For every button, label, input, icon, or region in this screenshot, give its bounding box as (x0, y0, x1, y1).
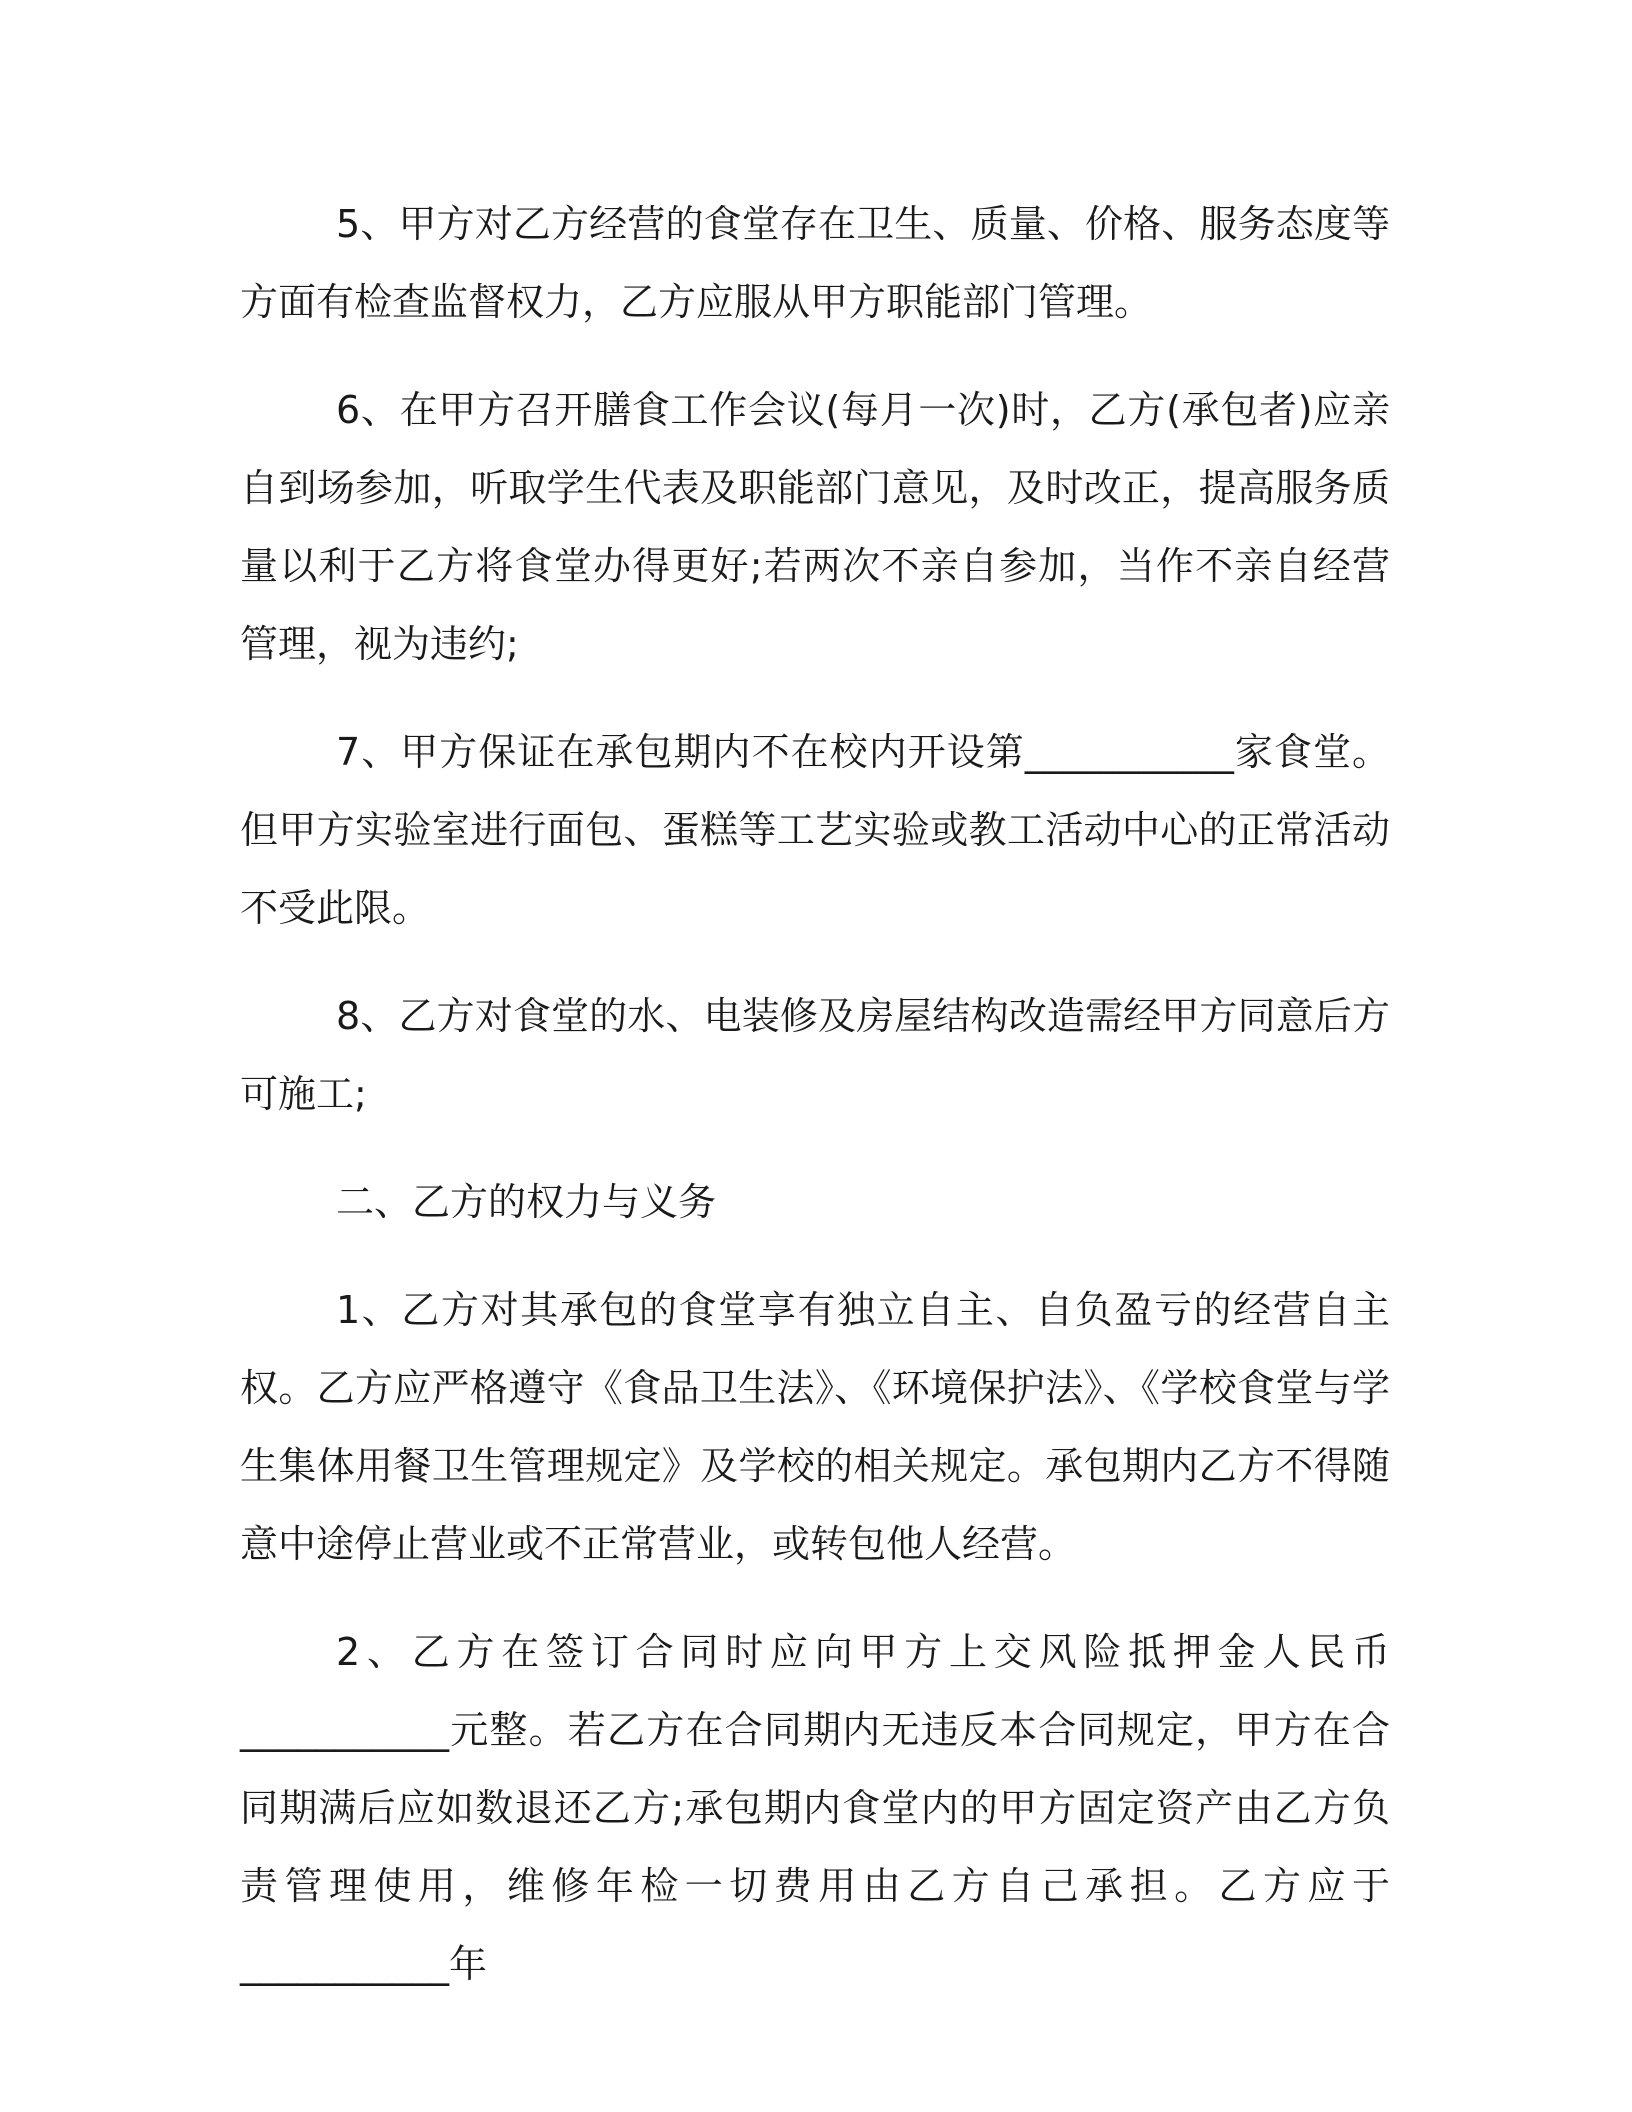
document-body (240, 185, 1390, 2033)
section-heading-party-b-rights: 二、乙方的权力与义务 (336, 1180, 717, 1224)
clause-7: 7、甲方保证在承包期内不在校内开设第___________家食堂。但甲方实验室进行面包、蛋糕等工艺实验或教工活动中心的正常活动不受此限。 (240, 730, 1390, 930)
clause-8: 8、乙方对食堂的水、电装修及房屋结构改造需经甲方同意后方可施工; (240, 994, 1390, 1116)
clause-6: 6、在甲方召开膳食工作会议(每月一次)时，乙方(承包者)应亲自到场参加，听取学生代表及职能部门意见，及时改正，提高服务质量以利于乙方将食堂办得更好;若两次不亲自参加，当作不亲自经营管理，视为违约; (240, 388, 1390, 666)
clause-b-2: 2、乙方在签订合同时应向甲方上交风险抵押金人民币___________元整。若乙方在合同期内无违反本合同规定，甲方在合同期满后应如数退还乙方;承包期内食堂内的甲方固定资产由乙方负责管理使用，维修年检一切费用由乙方自己承担。乙方应于___________年 (240, 1630, 1390, 1986)
clause-b-1: 1、乙方对其承包的食堂享有独立自主、自负盈亏的经营自主权。乙方应严格遵守《食品卫生法》、《环境保护法》、《学校食堂与学生集体用餐卫生管理规定》及学校的相关规定。承包期内乙方不得随意中途停止营业或不正常营业，或转包他人经营。 (240, 1288, 1390, 1566)
clause-5: 5、甲方对乙方经营的食堂存在卫生、质量、价格、服务态度等方面有检查监督权力，乙方应服从甲方职能部门管理。 (240, 202, 1390, 324)
